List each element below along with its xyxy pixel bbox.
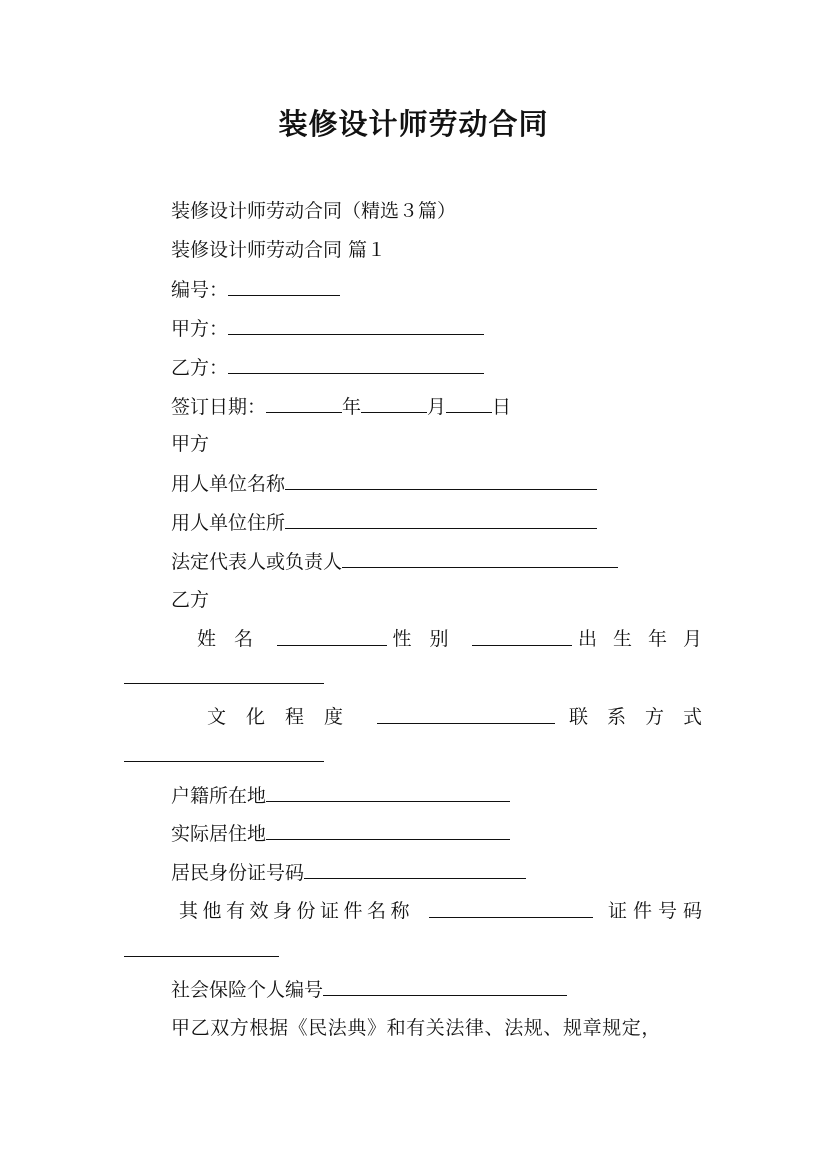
legal-rep-blank[interactable]	[342, 548, 618, 568]
party-a-blank[interactable]	[228, 315, 484, 335]
birth-blank-wrap	[124, 664, 324, 691]
education-label: 文化程度	[207, 706, 364, 728]
household-label: 户籍所在地	[171, 785, 267, 807]
party-a-label: 甲方：	[171, 318, 229, 340]
social-insurance-field	[171, 976, 567, 1003]
contact-label: 联系方式	[568, 706, 721, 728]
number-label: 编号：	[171, 279, 229, 301]
party-b-label: 乙方：	[171, 357, 229, 379]
party-a-field	[171, 315, 484, 342]
day-label: 日	[492, 396, 512, 418]
education-contact-row	[171, 704, 721, 730]
number-field	[171, 276, 340, 303]
birth-blank[interactable]	[124, 664, 324, 684]
last-paragraph: 甲乙双方根据《民法典》和有关法律、法规、规章规定，	[171, 1017, 662, 1039]
part-heading: 装修设计师劳动合同 篇１	[171, 239, 387, 261]
other-id-blank-wrap	[124, 937, 279, 964]
sign-date-label: 签订日期：	[171, 396, 267, 418]
gender-label: 性别	[392, 628, 467, 650]
employer-address-field	[171, 509, 597, 536]
employer-address-label: 用人单位住所	[171, 512, 286, 534]
party-b-heading: 乙方	[171, 589, 210, 611]
social-insurance-blank[interactable]	[323, 976, 567, 996]
party-b-field	[171, 354, 484, 381]
other-id-number-label: 证件号码	[607, 900, 708, 922]
household-field	[171, 782, 510, 809]
number-blank[interactable]	[228, 276, 340, 296]
year-label: 年	[342, 396, 362, 418]
party-a-heading: 甲方	[171, 433, 210, 455]
gender-blank[interactable]	[472, 626, 572, 646]
contact-blank-wrap	[124, 742, 324, 769]
other-id-number-blank[interactable]	[124, 937, 279, 957]
subtitle: 装修设计师劳动合同（精选３篇）	[171, 200, 457, 222]
birth-label: 出生年月	[577, 628, 718, 650]
day-blank[interactable]	[446, 393, 492, 413]
household-blank[interactable]	[266, 782, 510, 802]
employer-address-blank[interactable]	[285, 509, 597, 529]
social-insurance-label: 社会保险个人编号	[171, 979, 324, 1001]
sign-date-field	[171, 393, 511, 420]
name-label: 姓名	[197, 628, 272, 650]
residence-blank[interactable]	[266, 820, 510, 840]
id-number-label: 居民身份证号码	[171, 862, 305, 884]
employer-name-label: 用人单位名称	[171, 473, 286, 495]
id-number-blank[interactable]	[304, 859, 526, 879]
name-blank[interactable]	[277, 626, 387, 646]
education-blank[interactable]	[377, 704, 555, 724]
contact-blank[interactable]	[124, 742, 324, 762]
other-id-row	[171, 898, 708, 924]
residence-field	[171, 820, 510, 847]
legal-rep-field	[171, 548, 618, 575]
year-blank[interactable]	[266, 393, 342, 413]
other-id-name-label: 其他有效身份证件名称	[179, 900, 415, 922]
month-blank[interactable]	[361, 393, 427, 413]
name-gender-birth-row	[171, 626, 718, 652]
employer-name-field	[171, 470, 597, 497]
other-id-name-blank[interactable]	[429, 898, 593, 918]
residence-label: 实际居住地	[171, 823, 267, 845]
month-label: 月	[427, 396, 447, 418]
employer-name-blank[interactable]	[285, 470, 597, 490]
legal-rep-label: 法定代表人或负责人	[171, 551, 343, 573]
document-title: 装修设计师劳动合同	[278, 107, 549, 141]
id-number-field	[171, 859, 526, 886]
party-b-blank[interactable]	[228, 354, 484, 374]
